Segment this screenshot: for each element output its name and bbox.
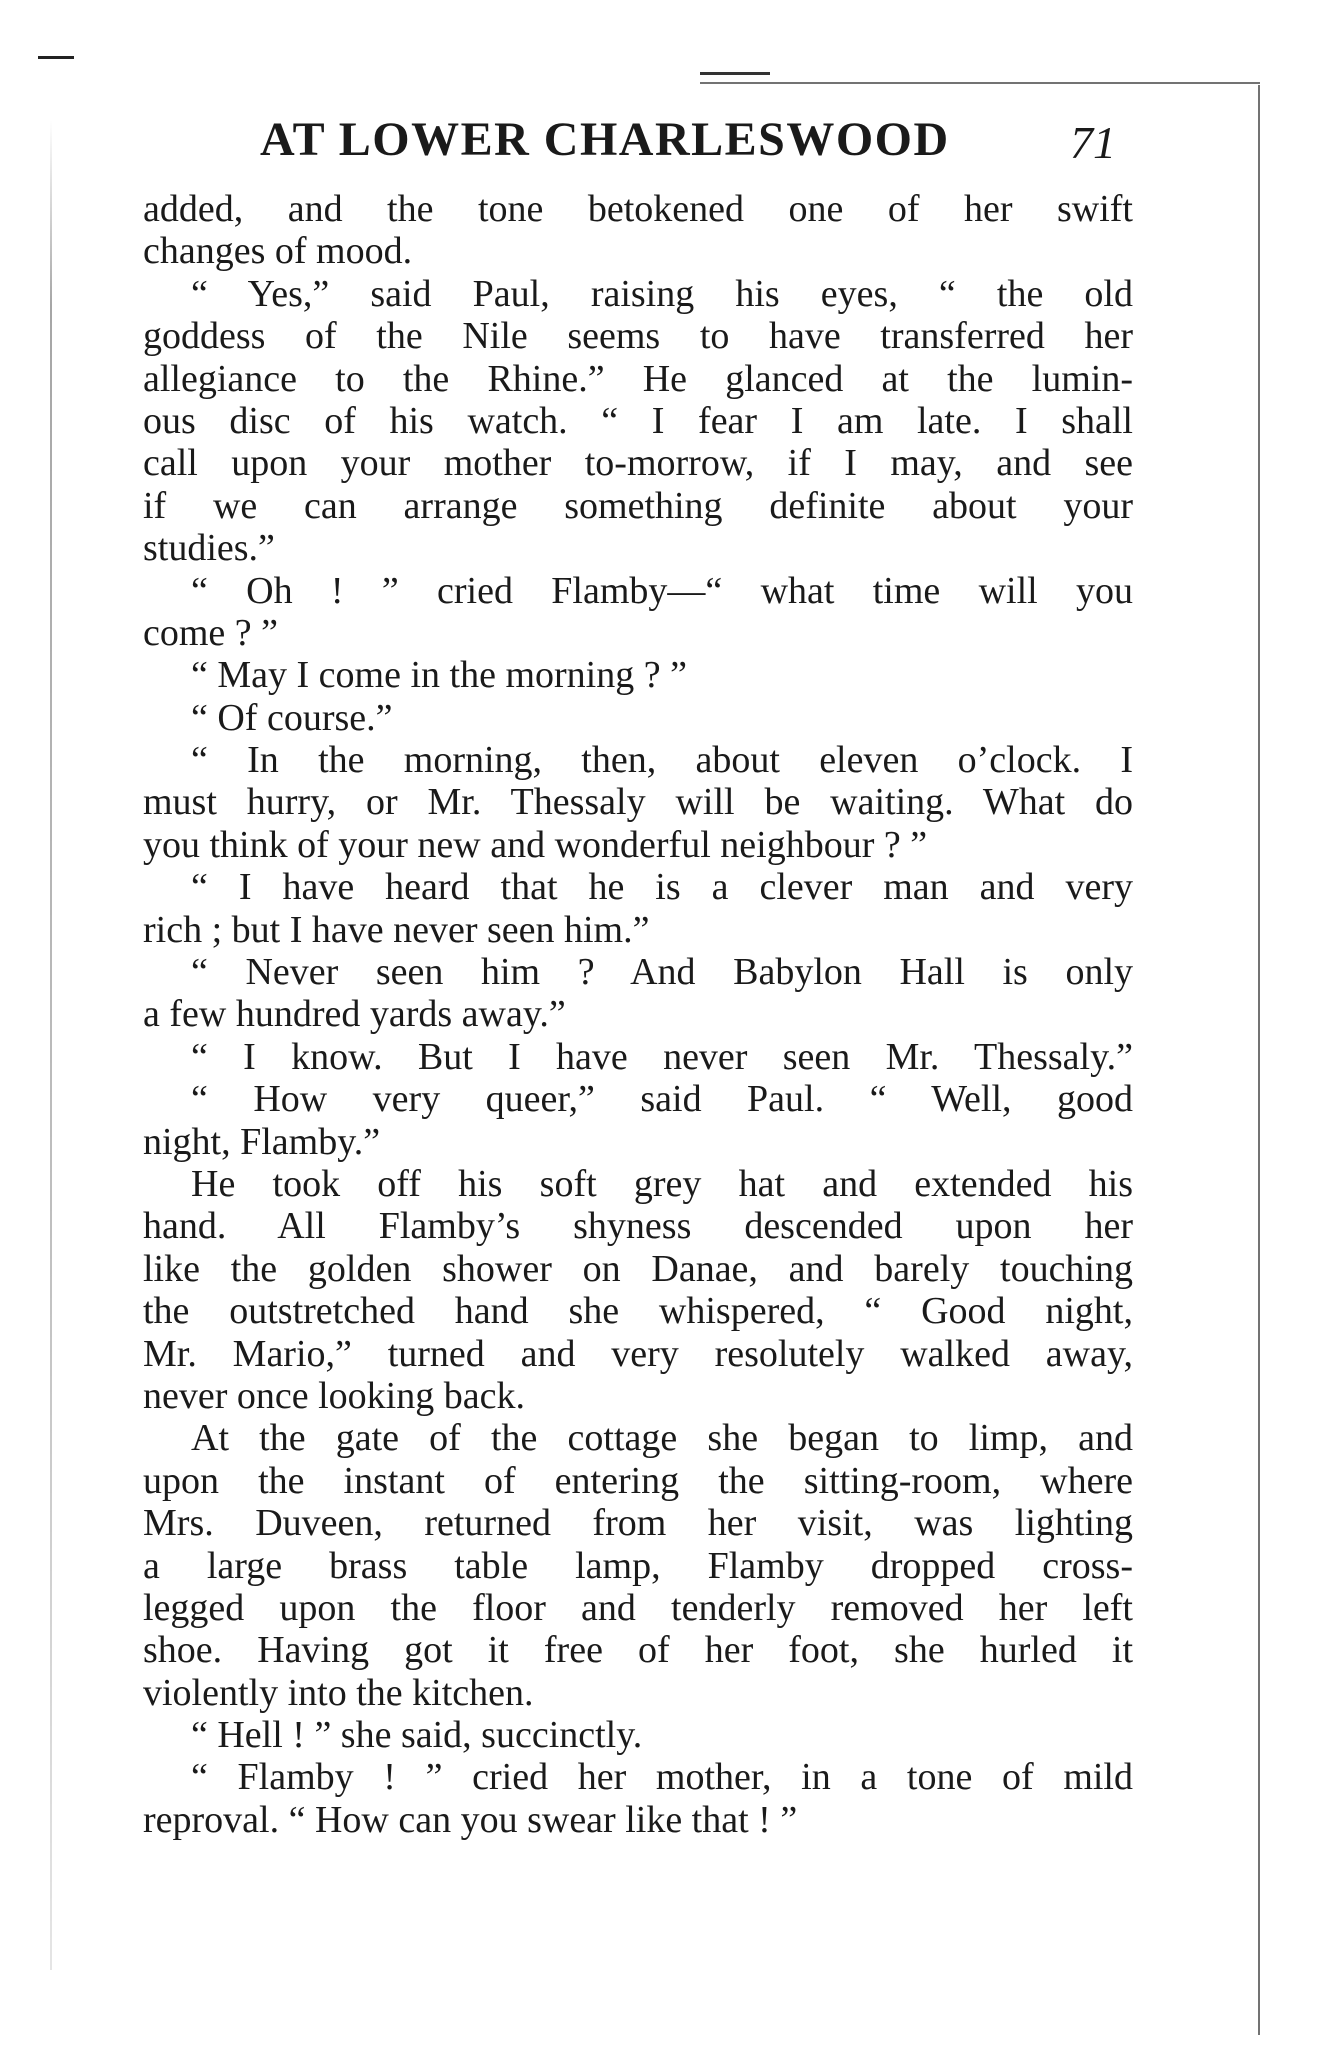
text-line: a few hundred yards away.” bbox=[143, 993, 566, 1036]
page-edge-left bbox=[50, 120, 52, 1970]
text-line: a large brass table lamp, Flamby dropped cross- bbox=[143, 1544, 1133, 1587]
text-line: hand. All Flamby’s shyness descended upon her bbox=[143, 1205, 1133, 1248]
text-line: rich ; but I have never seen him.” bbox=[143, 908, 650, 951]
text-line: He took off his soft grey hat and extended his bbox=[191, 1162, 1133, 1205]
text-line: never once looking back. bbox=[143, 1374, 525, 1417]
text-line: studies.” bbox=[143, 527, 275, 570]
text-line: “ I know. But I have never seen Mr. Thessaly.” bbox=[191, 1035, 1133, 1078]
text-line: “ Oh ! ” cried Flamby—“ what time will you bbox=[191, 569, 1133, 612]
text-line: added, and the tone betokened one of her swift bbox=[143, 188, 1133, 230]
text-line: night, Flamby.” bbox=[143, 1120, 381, 1163]
body-text bbox=[143, 188, 1133, 1841]
text-line: goddess of the Nile seems to have transferred her bbox=[143, 315, 1133, 358]
text-line: “ Flamby ! ” cried her mother, in a tone of mild bbox=[191, 1756, 1133, 1799]
text-line: upon the instant of entering the sitting-room, where bbox=[143, 1459, 1133, 1502]
page-edge-top bbox=[700, 82, 1260, 84]
text-line: reproval. “ How can you swear like that ! ” bbox=[143, 1798, 798, 1841]
text-line: if we can arrange something definite about your bbox=[143, 484, 1133, 527]
text-line: come ? ” bbox=[143, 611, 279, 654]
text-line: must hurry, or Mr. Thessaly will be waiting. What do bbox=[143, 781, 1133, 824]
text-line: At the gate of the cottage she began to limp, and bbox=[191, 1417, 1133, 1460]
page-edge-right bbox=[1258, 85, 1260, 2035]
text-line: “ Hell ! ” she said, succinctly. bbox=[191, 1714, 643, 1757]
text-line: “ I have heard that he is a clever man and very bbox=[191, 866, 1133, 909]
text-line: allegiance to the Rhine.” He glanced at the lumin- bbox=[143, 357, 1133, 400]
text-line: shoe. Having got it free of her foot, she hurled it bbox=[143, 1629, 1133, 1672]
text-line: “ Of course.” bbox=[191, 696, 393, 739]
text-line: “ Never seen him ? And Babylon Hall is only bbox=[191, 951, 1133, 994]
text-line: violently into the kitchen. bbox=[143, 1671, 534, 1714]
text-line: Mrs. Duveen, returned from her visit, was lighting bbox=[143, 1502, 1133, 1545]
running-title: AT LOWER CHARLESWOOD bbox=[260, 113, 950, 166]
page-header bbox=[140, 112, 1140, 176]
text-line: you think of your new and wonderful neighbour ? ” bbox=[143, 823, 928, 866]
text-line: like the golden shower on Danae, and barely touching bbox=[143, 1247, 1133, 1290]
scan-mark bbox=[700, 72, 770, 75]
text-line: changes of mood. bbox=[143, 230, 413, 273]
text-line: “ In the morning, then, about eleven o’clock. I bbox=[191, 739, 1133, 782]
text-line: the outstretched hand she whispered, “ Good night, bbox=[143, 1290, 1133, 1333]
text-line: “ How very queer,” said Paul. “ Well, good bbox=[191, 1078, 1133, 1121]
text-line: call upon your mother to-morrow, if I may, and see bbox=[143, 442, 1133, 485]
text-line: “ May I come in the morning ? ” bbox=[191, 654, 687, 697]
page-number: 71 bbox=[1070, 117, 1116, 168]
scan-mark bbox=[38, 56, 74, 59]
text-line: Mr. Mario,” turned and very resolutely walked away, bbox=[143, 1332, 1133, 1375]
text-line: ous disc of his watch. “ I fear I am late. I shall bbox=[143, 399, 1133, 442]
text-line: “ Yes,” said Paul, raising his eyes, “ the old bbox=[191, 272, 1133, 315]
text-line: legged upon the floor and tenderly removed her left bbox=[143, 1586, 1133, 1629]
